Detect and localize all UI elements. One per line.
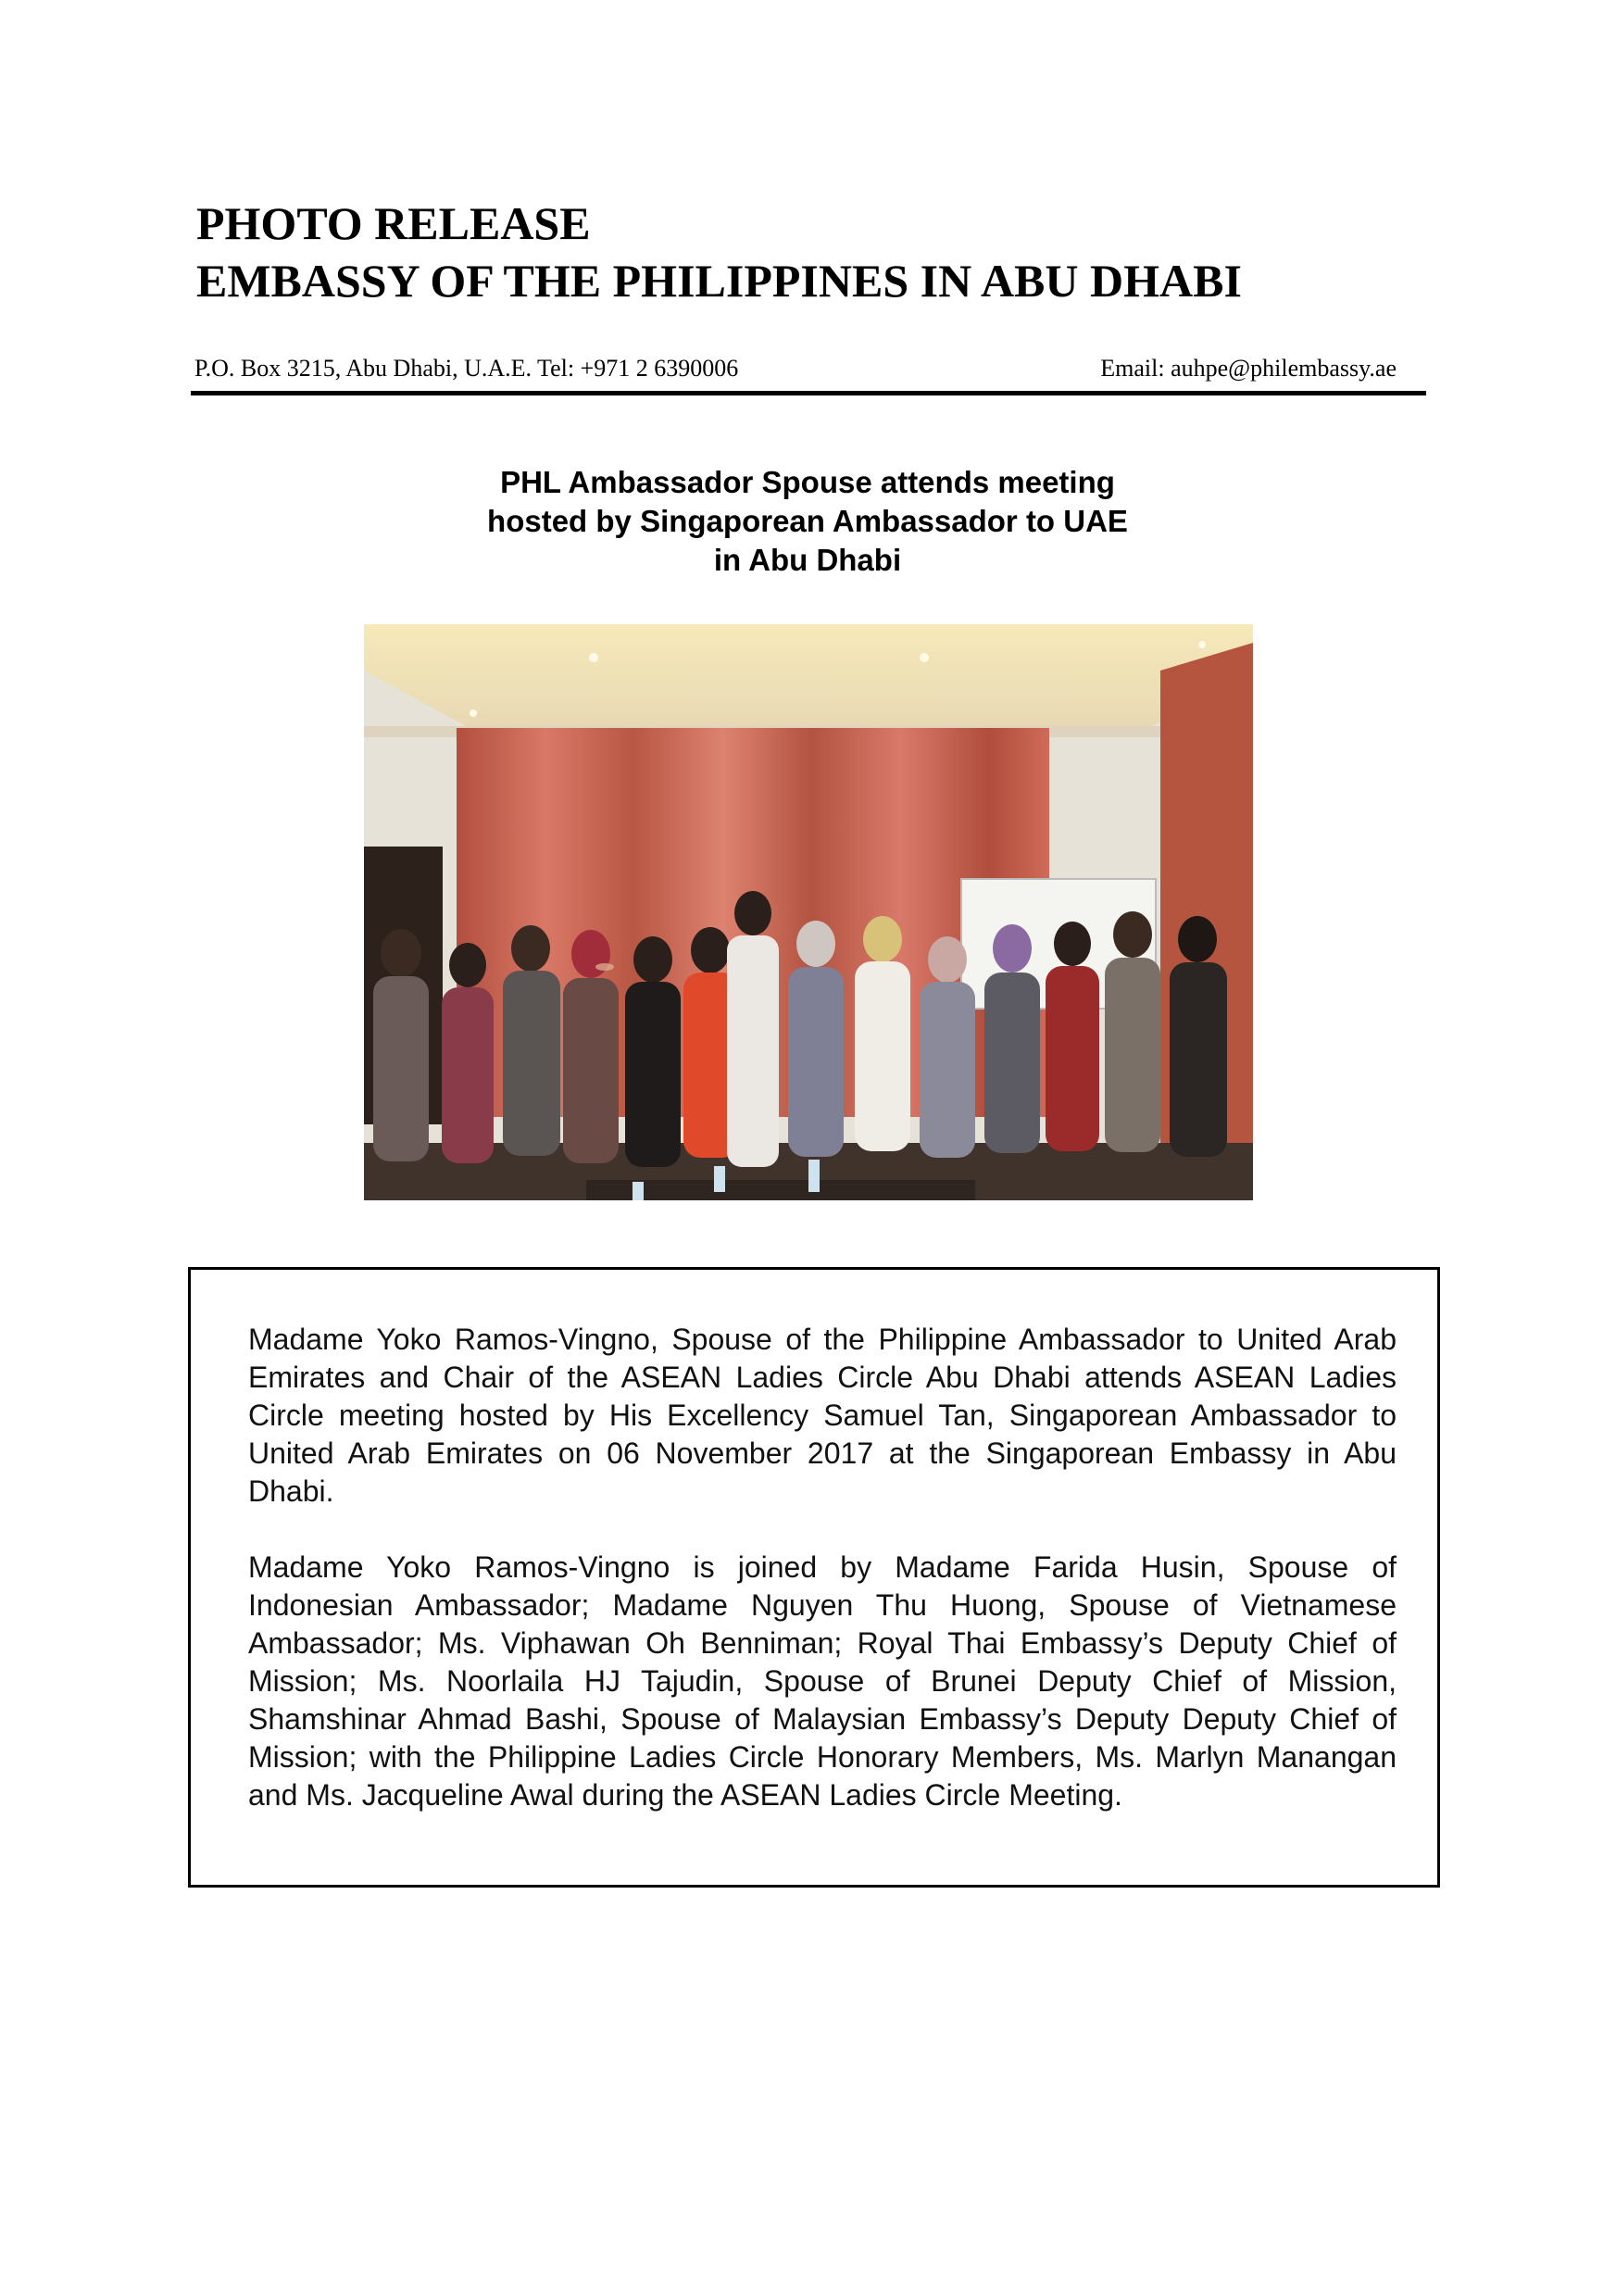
headline-line-1: PHL Ambassador Spouse attends meeting — [500, 465, 1115, 499]
page-title-line-2: EMBASSY OF THE PHILIPPINES IN ABU DHABI — [196, 255, 1242, 307]
water-bottle — [808, 1160, 820, 1192]
ceiling — [364, 624, 1253, 726]
ceiling-light — [470, 709, 477, 717]
caption-paragraph-1: Madame Yoko Ramos-Vingno, Spouse of the Philippine Ambassador to United Arab Emirates and Chair of the ASEAN Ladies Circle Abu Dhabi attends ASEAN Ladies Circle meeting hosted by His Excellency Samuel Tan, Singaporean Ambassador to United Arab Emirates on 06 November 2017 at the Singaporean Embassy in Abu Dhabi. — [248, 1323, 1397, 1508]
caption-box — [188, 1267, 1440, 1888]
ceiling-light — [1198, 641, 1206, 648]
contact-email: Email: auhpe@philembassy.ae — [1100, 355, 1397, 382]
group-photo-illustration — [364, 624, 1253, 1200]
page-title — [196, 194, 1493, 309]
group-photo — [364, 624, 1253, 1200]
contact-line — [194, 353, 1397, 384]
caption-paragraph-2: Madame Yoko Ramos-Vingno is joined by Madame Farida Husin, Spouse of Indonesian Ambassador; Madame Nguyen Thu Huong, Spouse of Vietnamese Ambassador; Ms. Viphawan Oh Benniman; Royal Thai Embassy’s Deputy Chief of Mission; Ms. Noorlaila HJ Tajudin, Spouse of Brunei Deputy Chief of Mission, Shamshinar Ahmad Bashi, Spouse of Malaysian Embassy’s Deputy Deputy Chief of Mission; with the Philippine Ladies Circle Honorary Members, Ms. Marlyn Manangan and Ms. Jacqueline Awal during the ASEAN Ladies Circle Meeting. — [248, 1550, 1397, 1812]
headline-line-2: hosted by Singaporean Ambassador to UAE — [487, 504, 1128, 538]
ceiling-light — [920, 653, 929, 662]
water-bottle — [714, 1166, 725, 1192]
ceiling-light — [589, 653, 598, 662]
headline — [344, 463, 1271, 580]
headline-line-3: in Abu Dhabi — [713, 543, 902, 577]
caption-text — [248, 1321, 1397, 1814]
header-divider — [191, 391, 1426, 395]
page-title-line-1: PHOTO RELEASE — [196, 197, 591, 249]
table-edge — [586, 1180, 975, 1200]
water-bottle — [633, 1182, 644, 1200]
contact-address: P.O. Box 3215, Abu Dhabi, U.A.E. Tel: +971 2 6390006 — [194, 355, 739, 382]
